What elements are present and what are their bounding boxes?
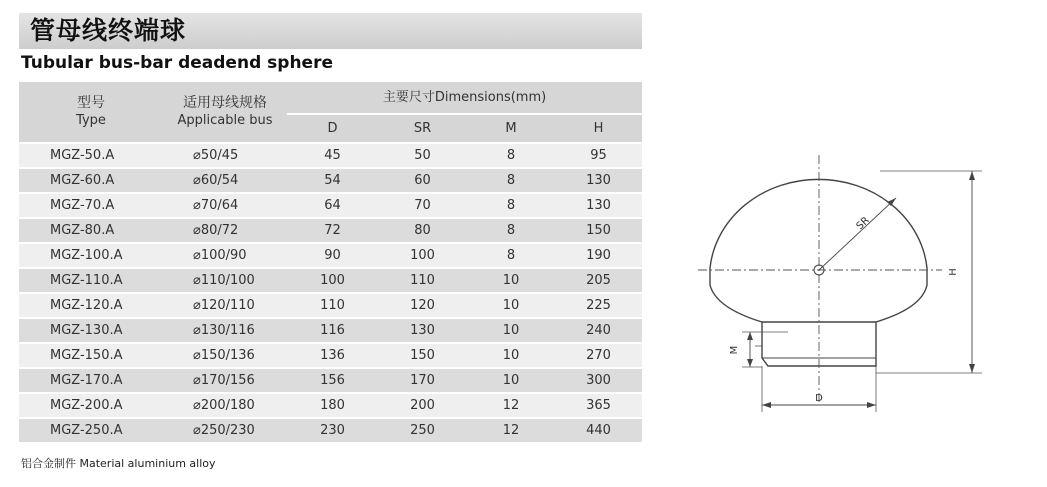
cell-h: 130 [555,193,642,218]
header-col-h: H [555,114,642,143]
cell-sr: 170 [378,368,467,393]
cell-sr: 70 [378,193,467,218]
header-bus-en: Applicable bus [177,113,273,128]
cell-sr: 130 [378,318,467,343]
cell-m: 10 [467,268,555,293]
cell-type: MGZ-200.A [19,393,163,418]
table-body [19,143,642,443]
cell-d: 116 [287,318,378,343]
h-arrow-top [969,171,975,180]
table-row [19,418,642,443]
cell-type: MGZ-80.A [19,218,163,243]
sphere-outline [710,179,927,322]
cell-d: 156 [287,368,378,393]
cell-applicable-bus: ⌀150/136 [163,343,287,368]
sr-label: SR [854,215,872,233]
cell-applicable-bus: ⌀250/230 [163,418,287,443]
cell-sr: 250 [378,418,467,443]
title-chinese: 管母线终端球 [30,16,187,45]
cell-d: 54 [287,168,378,193]
cell-h: 270 [555,343,642,368]
cell-applicable-bus: ⌀110/100 [163,268,287,293]
cell-m: 10 [467,368,555,393]
cell-m: 10 [467,318,555,343]
table-row [19,218,642,243]
cell-sr: 120 [378,293,467,318]
cell-m: 12 [467,393,555,418]
cell-m: 12 [467,418,555,443]
cell-type: MGZ-60.A [19,168,163,193]
cell-h: 190 [555,243,642,268]
title-english: Tubular bus-bar deadend sphere [21,53,333,73]
header-type-en: Type [76,113,106,128]
table-row [19,193,642,218]
material-note: 铝合金制件 Material aluminium alloy [21,457,216,470]
spec-table [19,82,642,444]
cell-h: 95 [555,143,642,168]
title-bar [19,13,642,49]
table-row [19,268,642,293]
header-type-cn: 型号 [77,95,105,111]
m-label: M [729,345,740,355]
cell-d: 136 [287,343,378,368]
cell-h: 300 [555,368,642,393]
header-bus-cn: 适用母线规格 [183,95,267,111]
sr-radius-line [819,198,896,270]
header-col-sr: SR [378,114,467,143]
cell-type: MGZ-100.A [19,243,163,268]
header-bus [163,82,287,143]
cell-applicable-bus: ⌀80/72 [163,218,287,243]
cell-type: MGZ-250.A [19,418,163,443]
m-arrow-top [747,332,753,340]
cell-d: 230 [287,418,378,443]
header-col-d: D [287,114,378,143]
table-row [19,393,642,418]
sphere-drawing [690,150,990,415]
cell-applicable-bus: ⌀50/45 [163,143,287,168]
cell-applicable-bus: ⌀70/64 [163,193,287,218]
d-label: D [815,393,823,404]
cell-applicable-bus: ⌀200/180 [163,393,287,418]
cell-m: 8 [467,218,555,243]
cell-applicable-bus: ⌀100/90 [163,243,287,268]
cell-type: MGZ-70.A [19,193,163,218]
cell-type: MGZ-170.A [19,368,163,393]
cell-d: 45 [287,143,378,168]
cell-d: 110 [287,293,378,318]
cell-sr: 50 [378,143,467,168]
cell-h: 130 [555,168,642,193]
cell-applicable-bus: ⌀130/116 [163,318,287,343]
header-type [19,82,163,143]
table-row [19,343,642,368]
cell-type: MGZ-50.A [19,143,163,168]
cell-m: 8 [467,143,555,168]
table-row [19,368,642,393]
table-row [19,293,642,318]
table-row [19,143,642,168]
table-row [19,168,642,193]
cell-d: 64 [287,193,378,218]
cell-sr: 200 [378,393,467,418]
cell-h: 365 [555,393,642,418]
cell-applicable-bus: ⌀120/110 [163,293,287,318]
cell-sr: 60 [378,168,467,193]
cell-h: 225 [555,293,642,318]
cell-d: 100 [287,268,378,293]
cell-type: MGZ-130.A [19,318,163,343]
header-col-m: M [467,114,555,143]
cell-h: 150 [555,218,642,243]
cell-h: 240 [555,318,642,343]
cell-d: 90 [287,243,378,268]
cell-d: 180 [287,393,378,418]
cell-sr: 150 [378,343,467,368]
cell-h: 205 [555,268,642,293]
cell-sr: 100 [378,243,467,268]
cell-sr: 80 [378,218,467,243]
cell-type: MGZ-110.A [19,268,163,293]
table-row [19,318,642,343]
cell-applicable-bus: ⌀60/54 [163,168,287,193]
cell-d: 72 [287,218,378,243]
cell-m: 8 [467,243,555,268]
d-arrow-left [762,402,771,408]
cell-m: 10 [467,343,555,368]
header-dimensions: 主要尺寸Dimensions(mm) [287,82,642,114]
table-row [19,243,642,268]
cell-type: MGZ-150.A [19,343,163,368]
h-label: H [948,268,959,276]
cell-applicable-bus: ⌀170/156 [163,368,287,393]
d-arrow-right [867,402,876,408]
cell-m: 8 [467,168,555,193]
cell-type: MGZ-120.A [19,293,163,318]
h-arrow-bottom [969,364,975,373]
cell-h: 440 [555,418,642,443]
cell-m: 8 [467,193,555,218]
m-arrow-bottom [747,359,753,367]
cell-sr: 110 [378,268,467,293]
cell-m: 10 [467,293,555,318]
